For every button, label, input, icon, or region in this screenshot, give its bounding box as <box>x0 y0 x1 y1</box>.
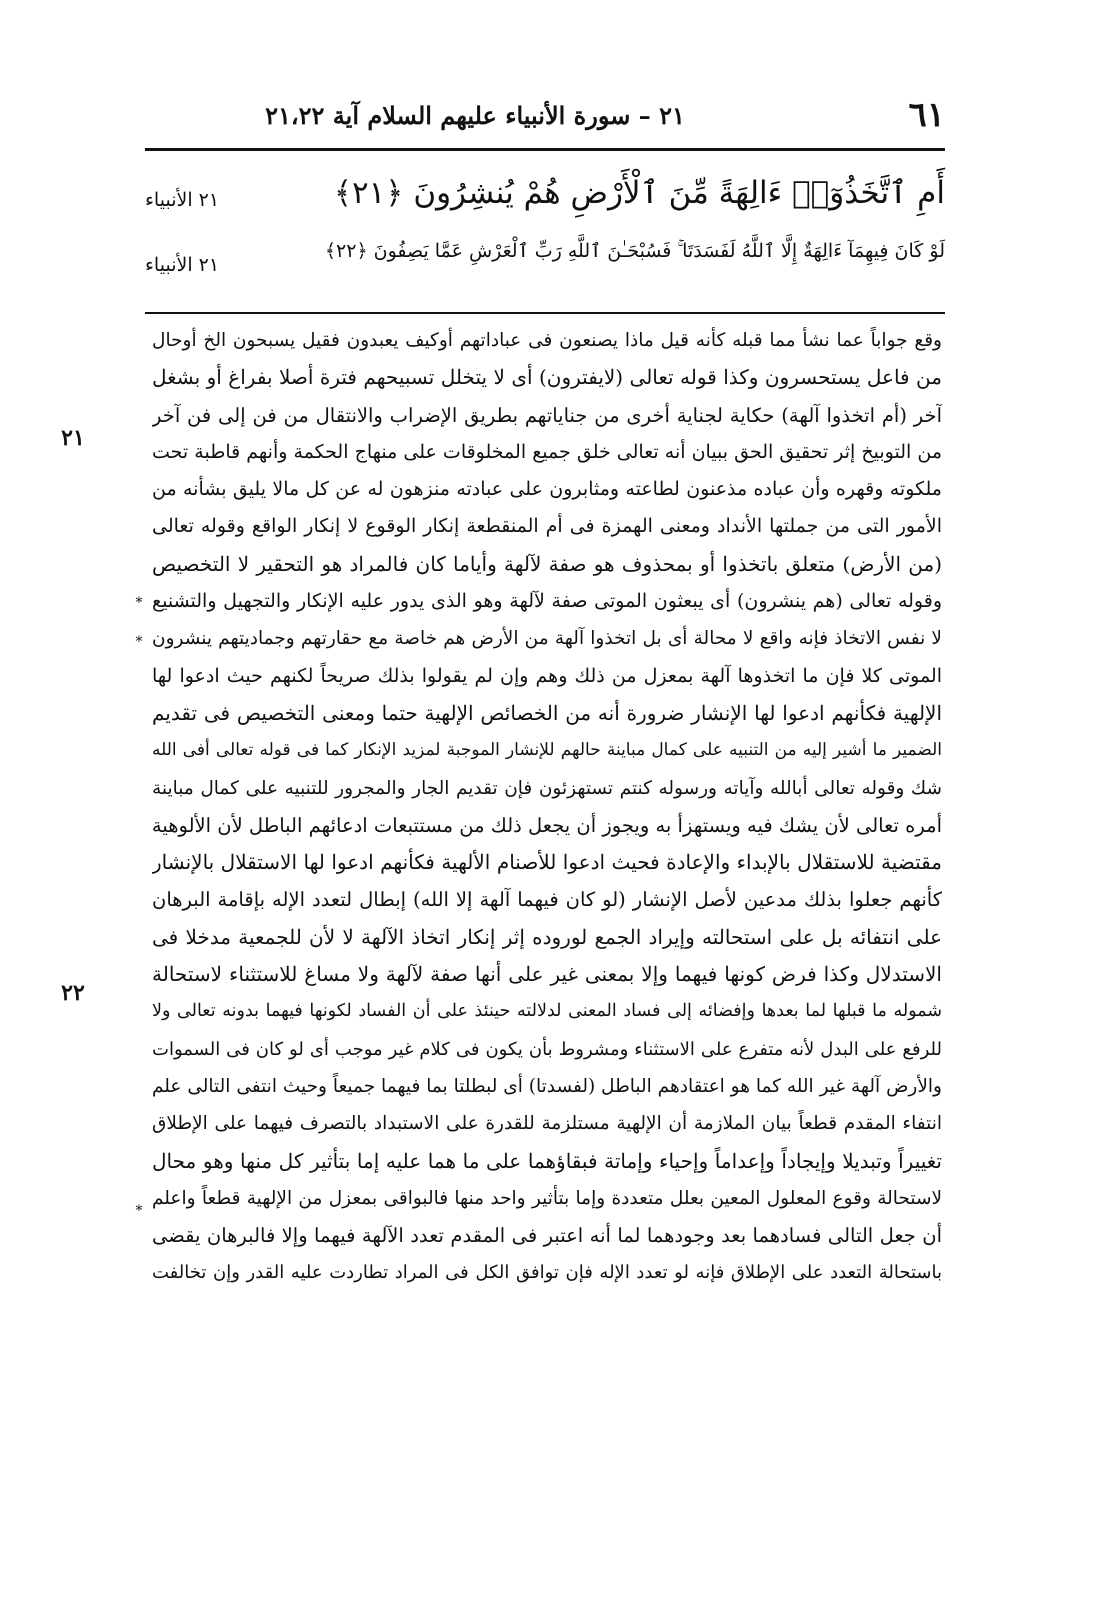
verse-reference: ٢١ الأنبياء <box>145 189 220 211</box>
running-title: ٢١ – سورة الأنبياء عليهم السلام آية ٢١،٢٢ <box>265 101 685 130</box>
commentary-line: مقتضية للاستقلال بالإبداء والإعادة فحيث ادعوا للأصنام الألهية فكأنهم ادعوا لها الاستقلال بالإنشار <box>152 850 942 875</box>
header-rule <box>145 148 945 151</box>
commentary-line: وقوله تعالى (هم ينشرون) أى يبعثون الموتى صفة لآلهة وهو الذى يدور عليه الإنكار والتجهيل والتشنيع <box>152 590 942 613</box>
commentary-line: أمره تعالى لأن يشك فيه ويستهزأ به ويجوز أن يجعل ذلك من مستتبعات ادعائهم الباطل لأن الألوهية <box>152 813 942 837</box>
quran-verse-21 <box>145 175 945 235</box>
page-header <box>145 95 945 139</box>
commentary-line: لا نفس الاتخاذ فإنه واقع لا محالة أى بل اتخذوا آلهة من الأرض هم خاصة مع حقارتهم وجماديتهم ينشرون <box>152 628 942 650</box>
commentary-line: انتفاء المقدم قطعاً بيان الملازمة أن الإلهية مستلزمة للقدرة على الاستبداد بالتصرف فيهما على الإطلاق <box>152 1113 942 1135</box>
commentary-line: الضمير ما أشير إليه من التنبيه على كمال مباينة حالهم للإنشار الموجبة لمزيد الإنكار كما فى قوله تعالى أفى الله <box>152 740 942 761</box>
verse-text: لَوْ كَانَ فِيهِمَآ ءَالِهَةٌ إِلَّا ٱللَّهُ لَفَسَدَتَا ۚ فَسُبْحَـٰنَ ٱللَّهِ رَبِّ ٱلْعَرْشِ عَمَّا يَصِفُونَ ﴿٢٢﴾ <box>324 240 945 262</box>
commentary-line: لاستحالة وقوع المعلول المعين بعلل متعددة وإما بتأثير واحد منها فالبواقى بمعزل من الإلهية قطعاً واعلم <box>152 1187 942 1209</box>
commentary-line: الاستدلال وكذا فرض كونها فيهما وإلا بمعنى غير على أنها صفة لآلهة ولا مساغ للاستثناء لاستحالة <box>152 962 942 987</box>
margin-asterisk-mark: * <box>135 634 143 650</box>
commentary-line: الموتى كلا فإن ما اتخذوها آلهة بمعزل من ذلك وهم وإن لم يقولوا بذلك صريحاً لكنهم حيث ادعوا لها <box>152 664 942 687</box>
commentary-line: آخر (أم اتخذوا آلهة) حكاية لجناية أخرى من جناياتهم بطريق الإضراب والانتقال من فن إلى فن آخر <box>152 403 942 427</box>
commentary-line: كأنهم جعلوا بذلك مدعين لأصل الإنشار (لو كان فيهما آلهة إلا الله) إبطال لتعدد الإله بإقامة البرهان <box>152 888 942 912</box>
commentary-line: شك وقوله تعالى أبالله وآياته ورسوله كنتم تستهزئون فإن تقديم الجار والمجرور للتنبيه على كمال مباينة <box>152 777 942 799</box>
verse-text: أَمِ ٱتَّخَذُوٓا۟ ءَالِهَةً مِّنَ ٱلْأَرْضِ هُمْ يُنشِرُونَ ﴿٢١﴾ <box>333 175 945 211</box>
commentary-line: على انتفائه بل على استحالته وإيراد الجمع لوروده إثر إنكار اتخاذ الآلهة لا لأن للجمعية مدخلا فى <box>152 924 942 949</box>
commentary-line: تغييراً وتبديلا وإيجاداً وإعداماً وإحياء وإماتة فبقاؤهما على ما هما عليه إما بتأثير كل منها وهو محال <box>152 1148 942 1173</box>
margin-asterisk-mark: * <box>135 1203 143 1219</box>
commentary-line: وقع جواباً عما نشأ مما قبله كأنه قيل ماذا يصنعون فى عباداتهم أوكيف يعبدون فقيل يسبحون الخ أوحال <box>152 330 942 351</box>
quran-verse-22 <box>145 240 945 300</box>
commentary-line: من التوبيخ إثر تحقيق الحق ببيان أنه تعالى خلق جميع المخلوقات على منهاج الحكمة وأنهم قاطبة تحت <box>152 440 942 463</box>
commentary-line: شموله ما قبلها لما بعدها وإفضائه إلى فساد المعنى لدلالته حينئذ على أن الفساد لكونها فيهما بدونه تعالى ولا <box>152 1001 942 1022</box>
margin-verse-number: ٢١ <box>61 425 85 451</box>
page-number: ٦١ <box>908 95 945 135</box>
margin-verse-number: ٢٢ <box>61 980 85 1006</box>
commentary-line: والأرض آلهة غير الله كما هو اعتقادهم الباطل (لفسدتا) أى لبطلتا بما فيهما جميعاً وحيث انتفى التالى علم <box>152 1075 942 1097</box>
commentary-text-block <box>152 322 942 1292</box>
commentary-line: (من الأرض) متعلق باتخذوا أو بمحذوف هو صفة لآلهة وأياما كان فالمراد هو التحقير لا التخصيص <box>152 551 942 576</box>
margin-asterisk-mark: * <box>135 595 143 611</box>
commentary-line: ملكوته وقهره وأن عباده مذعنون لطاعته ومثابرون على عبادته منزهون له عن كل مالا يليق بشأنه من <box>152 478 942 501</box>
commentary-line: باستحالة التعدد على الإطلاق فإنه لو تعدد الإله فإن توافق الكل فى المراد تطاردت عليه القدر وإن تخالفت <box>152 1262 942 1284</box>
verses-separator-rule <box>145 312 945 314</box>
commentary-line: الأمور التى من جملتها الأنداد ومعنى الهمزة فى أم المنقطعة إنكار الوقوع لا إنكار الواقع وقوله تعالى <box>152 515 942 538</box>
commentary-line: الإلهية فكأنهم ادعوا لها الإنشار ضرورة أنه من الخصائص الإلهية حتما ومعنى التخصيص فى تقديم <box>152 700 942 725</box>
commentary-line: للرفع على البدل لأنه متفرع على الاستثناء ومشروط بأن يكون فى كلام غير موجب أى لو كان فى السموات <box>152 1038 942 1060</box>
commentary-line: من فاعل يستحسرون وكذا قوله تعالى (لايفترون) أى لا يتخلل تسبيحهم فترة أصلا بفراغ أو بشغل <box>152 365 942 390</box>
verse-reference: ٢١ الأنبياء <box>145 254 220 276</box>
commentary-line: أن جعل التالى فسادهما بعد وجودهما لما أنه اعتبر فى المقدم تعدد الآلهة فيهما وإلا فالبرهان يقضى <box>152 1224 942 1248</box>
